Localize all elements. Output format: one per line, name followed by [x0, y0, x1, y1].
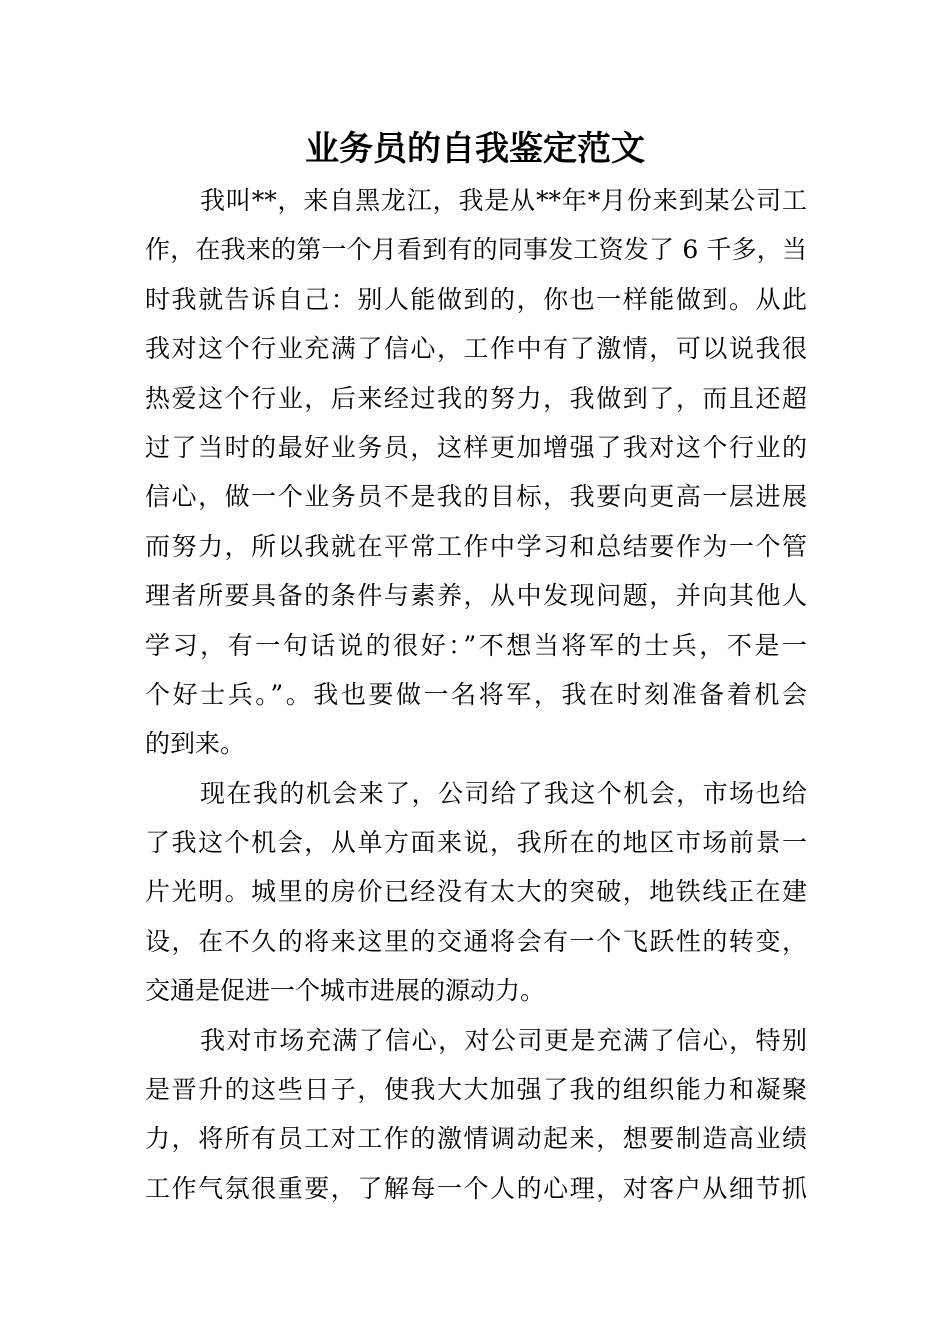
text-line: 我叫**，来自黑龙江，我是从**年*月份来到某公司工 [200, 186, 807, 215]
text-line: 是晋升的这些日子，使我大大加强了我的组织能力和凝聚 [145, 1075, 807, 1105]
text-line: 的到来。 [145, 729, 246, 759]
text-line: 交通是促进一个城市进展的源动力。 [145, 976, 546, 1006]
text-line: 作，在我来的第一个月看到有的同事发工资发了 6 千多，当 [145, 235, 807, 265]
document-title: 业务员的自我鉴定范文 [305, 129, 645, 169]
paragraph-2 [145, 769, 807, 1016]
paragraph-3 [145, 1016, 807, 1214]
text-line: 片光明。城里的房价已经没有太大的突破，地铁线正在建 [145, 877, 807, 907]
text-line: 了我这个机会，从单方面来说，我所在的地区市场前景一 [145, 828, 807, 858]
text-line: 现在我的机会来了，公司给了我这个机会，市场也给 [200, 778, 807, 808]
document-body [145, 176, 807, 1213]
text-line: 我对这个行业充满了信心，工作中有了激情，可以说我很 [145, 334, 807, 364]
paragraph-1 [145, 176, 807, 769]
text-line: 过了当时的最好业务员，这样更加增强了我对这个行业的 [145, 432, 807, 462]
text-line: 时我就告诉自己：别人能做到的，你也一样能做到。从此 [145, 284, 807, 314]
text-line: 力，将所有员工对工作的激情调动起来，想要制造高业绩 [145, 1124, 807, 1154]
text-line: 工作气氛很重要，了解每一个人的心理，对客户从细节抓 [145, 1173, 807, 1203]
text-line: 而努力，所以我就在平常工作中学习和总结要作为一个管 [145, 531, 807, 561]
text-line: 我对市场充满了信心，对公司更是充满了信心，特别 [200, 1025, 807, 1055]
text-line: 信心，做一个业务员不是我的目标，我要向更高一层进展 [145, 482, 807, 512]
text-line: 理者所要具备的条件与素养，从中发现问题，并向其他人 [145, 581, 807, 611]
text-line: 设，在不久的将来这里的交通将会有一个飞跃性的转变， [145, 926, 807, 956]
text-line: 学习，有一句话说的很好：”不想当将军的士兵，不是一 [145, 630, 807, 660]
text-line: 热爱这个行业，后来经过我的努力，我做到了，而且还超 [145, 383, 807, 413]
text-line: 个好士兵。”。我也要做一名将军，我在时刻准备着机会 [145, 679, 807, 709]
